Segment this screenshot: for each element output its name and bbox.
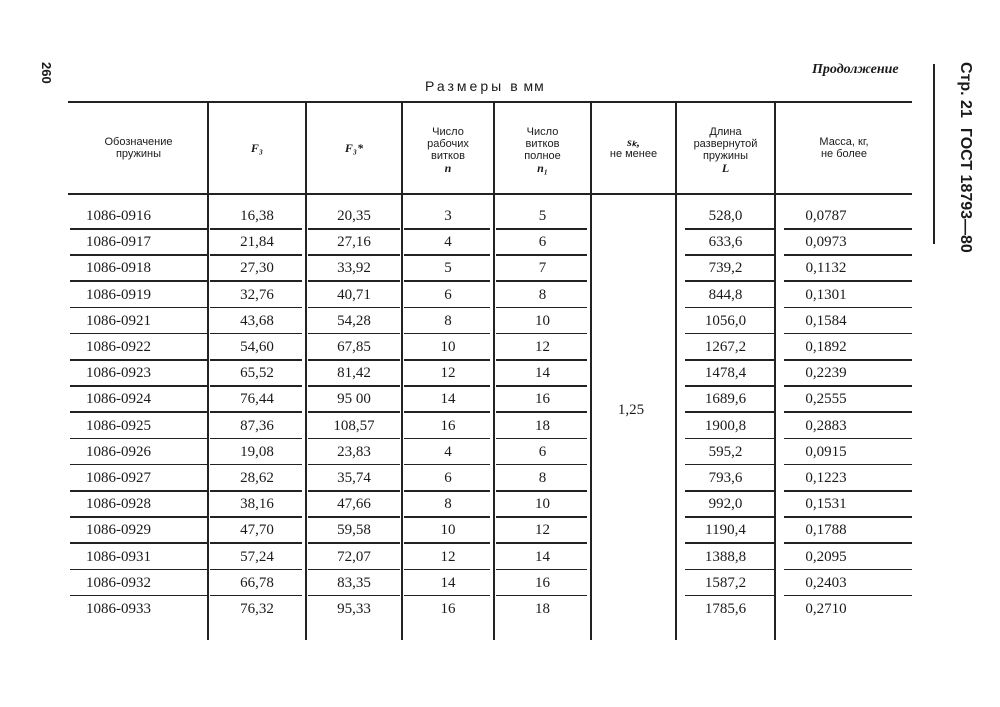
row-rule xyxy=(784,542,912,544)
row-rule xyxy=(210,333,302,335)
cell-designation: 1086-0926 xyxy=(86,443,151,460)
cell-f3: 28,62 xyxy=(240,470,274,486)
row-rule xyxy=(210,280,302,282)
cell-mass: 0,2239 xyxy=(805,365,847,382)
header-sk-symbol: sₖ, xyxy=(627,135,640,149)
cell-n1: 16 xyxy=(535,391,550,408)
row-rule xyxy=(685,516,774,518)
cell-L: 1267,2 xyxy=(704,339,747,355)
caption-text: Размеры xyxy=(425,78,505,94)
cell-designation: 1086-0918 xyxy=(86,260,151,277)
cell-mass: 0,2095 xyxy=(805,548,847,565)
cell-L: 793,6 xyxy=(708,470,743,486)
row-rule xyxy=(70,569,207,571)
cell-f3s: 40,71 xyxy=(337,286,371,303)
cell-f3s: 95,33 xyxy=(337,601,371,617)
row-rule xyxy=(210,542,302,544)
row-rule xyxy=(404,359,490,361)
row-rule xyxy=(784,359,912,361)
cell-n: 8 xyxy=(444,496,452,513)
row-rule xyxy=(784,411,912,413)
table-top-rule xyxy=(68,101,912,103)
cell-f3s: 72,07 xyxy=(337,548,371,565)
header-working-coils-line1: Число xyxy=(432,126,464,138)
row-rule xyxy=(70,595,207,597)
row-rule xyxy=(685,228,774,230)
row-rule xyxy=(308,490,400,492)
cell-mass: 0,1531 xyxy=(805,496,847,513)
row-rule xyxy=(496,490,587,492)
cell-n1: 12 xyxy=(535,339,550,355)
cell-f3: 65,52 xyxy=(240,365,274,382)
cell-n1: 18 xyxy=(535,417,550,434)
cell-f3: 66,78 xyxy=(240,574,274,591)
cell-f3s: 67,85 xyxy=(337,339,371,355)
cell-L: 739,2 xyxy=(708,260,743,277)
row-rule xyxy=(784,516,912,518)
row-rule xyxy=(70,385,207,387)
row-rule xyxy=(210,490,302,492)
header-length-symbol: L xyxy=(721,161,730,175)
row-rule xyxy=(404,254,490,256)
row-rule xyxy=(784,228,912,230)
row-rule xyxy=(404,280,490,282)
cell-f3s: 47,66 xyxy=(337,496,371,513)
row-rule xyxy=(308,333,400,335)
header-total-coils-line3: полное xyxy=(524,150,561,162)
cell-mass: 0,2710 xyxy=(805,601,847,617)
cell-f3s: 95 00 xyxy=(337,391,371,408)
row-rule xyxy=(70,333,207,335)
header-working-coils-symbol: n xyxy=(444,161,452,175)
side-label-page: Стр. 21 xyxy=(957,62,974,118)
cell-designation: 1086-0929 xyxy=(86,522,151,539)
caption-unit: в мм xyxy=(510,78,545,94)
cell-L: 528,0 xyxy=(708,208,743,224)
row-rule xyxy=(685,385,774,387)
row-rule xyxy=(210,516,302,518)
header-length-line3: пружины xyxy=(702,150,749,162)
row-rule xyxy=(70,307,207,309)
header-working-coils xyxy=(403,106,493,194)
header-total-coils-line2: витков xyxy=(525,138,560,150)
row-rule xyxy=(404,569,490,571)
cell-mass: 0,0973 xyxy=(805,234,847,251)
cell-designation: 1086-0932 xyxy=(86,574,151,591)
cell-n: 16 xyxy=(440,417,456,434)
cell-mass: 0,2883 xyxy=(805,417,847,434)
row-rule xyxy=(685,333,774,335)
header-length-line2: развернутой xyxy=(693,138,758,150)
row-rule xyxy=(685,254,774,256)
row-rule xyxy=(70,516,207,518)
row-rule xyxy=(308,595,400,597)
cell-designation: 1086-0931 xyxy=(86,548,151,565)
cell-L: 595,2 xyxy=(708,443,743,460)
row-rule xyxy=(496,385,587,387)
cell-mass: 0,1132 xyxy=(805,260,847,277)
cell-n: 8 xyxy=(444,312,452,329)
cell-designation: 1086-0922 xyxy=(86,339,151,355)
cell-mass: 0,1223 xyxy=(805,470,847,486)
row-rule xyxy=(308,542,400,544)
cell-f3s: 35,74 xyxy=(337,470,371,486)
continuation-label: Продолжение xyxy=(812,62,899,77)
row-rule xyxy=(404,516,490,518)
row-rule xyxy=(210,385,302,387)
row-rule xyxy=(685,464,774,466)
row-rule xyxy=(210,254,302,256)
row-rule xyxy=(404,385,490,387)
row-rule xyxy=(404,438,490,440)
header-f3-star-symbol: F₃* xyxy=(344,141,364,155)
row-rule xyxy=(70,228,207,230)
cell-f3: 32,76 xyxy=(240,286,274,303)
row-rule xyxy=(685,307,774,309)
cell-n1: 14 xyxy=(535,548,550,565)
cell-f3: 19,08 xyxy=(240,443,274,460)
cell-L: 1190,4 xyxy=(705,522,746,539)
cell-f3: 87,36 xyxy=(240,417,274,434)
cell-designation: 1086-0917 xyxy=(86,234,151,251)
row-rule xyxy=(784,464,912,466)
row-rule xyxy=(210,411,302,413)
header-designation-line1: Обозначение xyxy=(104,136,173,148)
cell-n1: 12 xyxy=(535,522,550,539)
row-rule xyxy=(496,438,587,440)
row-rule xyxy=(308,464,400,466)
cell-n: 5 xyxy=(444,260,452,277)
row-rule xyxy=(404,307,490,309)
row-rule xyxy=(210,595,302,597)
row-rule xyxy=(685,359,774,361)
cell-f3: 47,70 xyxy=(240,522,274,539)
cell-n: 14 xyxy=(440,574,456,591)
cell-n1: 18 xyxy=(535,601,550,617)
cell-f3: 43,68 xyxy=(240,312,274,329)
row-rule xyxy=(404,490,490,492)
row-rule xyxy=(685,595,774,597)
cell-designation: 1086-0927 xyxy=(86,470,151,486)
cell-designation: 1086-0928 xyxy=(86,496,151,513)
header-sk-line2: не менее xyxy=(609,148,658,160)
row-rule xyxy=(210,359,302,361)
cell-f3: 57,24 xyxy=(240,548,274,565)
row-rule xyxy=(210,307,302,309)
cell-f3s: 33,92 xyxy=(337,260,371,277)
cell-f3: 38,16 xyxy=(240,496,274,513)
cell-f3s: 27,16 xyxy=(337,234,371,251)
cell-mass: 0,2403 xyxy=(805,574,847,591)
table-caption xyxy=(425,78,545,94)
row-rule xyxy=(685,280,774,282)
cell-mass: 0,0787 xyxy=(805,208,847,224)
cell-n: 6 xyxy=(444,286,452,303)
cell-f3: 27,30 xyxy=(240,260,274,277)
row-rule xyxy=(685,490,774,492)
row-rule xyxy=(308,411,400,413)
side-label-standard: ГОСТ 18793—80 xyxy=(957,127,974,253)
row-rule xyxy=(496,254,587,256)
cell-n1: 8 xyxy=(538,286,547,303)
cell-f3s: 23,83 xyxy=(337,443,371,460)
cell-n: 16 xyxy=(440,601,456,617)
cell-n1: 10 xyxy=(535,312,550,329)
row-rule xyxy=(496,228,587,230)
cell-f3: 16,38 xyxy=(240,208,274,224)
cell-n1: 16 xyxy=(535,574,550,591)
row-rule xyxy=(496,595,587,597)
row-rule xyxy=(308,254,400,256)
row-rule xyxy=(784,307,912,309)
row-rule xyxy=(496,464,587,466)
cell-n: 10 xyxy=(440,522,456,539)
row-rule xyxy=(404,464,490,466)
header-total-coils-line1: Число xyxy=(526,126,559,138)
row-rule xyxy=(404,542,490,544)
row-rule xyxy=(70,280,207,282)
cell-n: 12 xyxy=(440,365,456,382)
header-designation-line2: пружины xyxy=(115,148,162,160)
cell-n1: 8 xyxy=(538,470,547,486)
row-rule xyxy=(784,254,912,256)
header-f3-symbol: F₃ xyxy=(250,141,264,155)
cell-mass: 0,1301 xyxy=(805,286,847,303)
row-rule xyxy=(210,438,302,440)
header-total-coils xyxy=(495,106,590,194)
cell-f3s: 20,35 xyxy=(337,208,371,224)
sk-value: 1,25 xyxy=(617,402,645,418)
row-rule xyxy=(308,359,400,361)
cell-L: 1056,0 xyxy=(704,312,747,329)
row-rule xyxy=(496,569,587,571)
row-rule xyxy=(496,280,587,282)
row-rule xyxy=(70,542,207,544)
header-sk xyxy=(592,104,675,192)
row-rule xyxy=(784,569,912,571)
page-number: 260 xyxy=(39,62,54,84)
cell-n: 12 xyxy=(440,548,456,565)
cell-L: 844,8 xyxy=(708,286,743,303)
cell-designation: 1086-0916 xyxy=(86,208,151,224)
header-working-coils-line3: витков xyxy=(431,150,465,162)
row-rule xyxy=(308,385,400,387)
header-working-coils-line2: рабочих xyxy=(427,138,469,150)
cell-n1: 6 xyxy=(538,443,547,460)
row-rule xyxy=(308,438,400,440)
cell-mass: 0,1584 xyxy=(805,312,847,329)
row-rule xyxy=(496,359,587,361)
row-rule xyxy=(496,307,587,309)
header-length-line1: Длина xyxy=(709,126,742,138)
row-rule xyxy=(404,595,490,597)
row-rule xyxy=(784,280,912,282)
header-f3 xyxy=(209,104,305,192)
cell-f3s: 81,42 xyxy=(337,365,371,382)
cell-designation: 1086-0925 xyxy=(86,417,151,434)
row-rule xyxy=(70,438,207,440)
cell-f3s: 54,28 xyxy=(337,312,371,329)
cell-n1: 5 xyxy=(538,208,547,224)
cell-mass: 0,2555 xyxy=(805,391,847,408)
cell-L: 1900,8 xyxy=(704,417,747,434)
row-rule xyxy=(496,542,587,544)
cell-n: 10 xyxy=(440,339,456,355)
cell-L: 1478,4 xyxy=(704,365,747,382)
cell-L: 992,0 xyxy=(708,496,743,513)
side-label xyxy=(956,62,974,253)
row-rule xyxy=(784,490,912,492)
cell-L: 1388,8 xyxy=(704,548,747,565)
row-rule xyxy=(404,333,490,335)
cell-n1: 6 xyxy=(538,234,547,251)
row-rule xyxy=(70,490,207,492)
row-rule xyxy=(784,385,912,387)
row-rule xyxy=(685,438,774,440)
cell-L: 633,6 xyxy=(708,234,743,251)
side-rule xyxy=(933,64,935,244)
row-rule xyxy=(496,411,587,413)
row-rule xyxy=(404,228,490,230)
row-rule xyxy=(210,228,302,230)
row-rule xyxy=(70,411,207,413)
cell-designation: 1086-0924 xyxy=(86,391,151,408)
cell-n1: 7 xyxy=(538,260,547,277)
header-designation xyxy=(70,104,207,192)
header-developed-length xyxy=(677,106,774,194)
cell-L: 1689,6 xyxy=(704,391,747,408)
cell-n1: 14 xyxy=(535,365,550,382)
cell-mass: 0,1788 xyxy=(805,522,847,539)
cell-f3s: 83,35 xyxy=(337,574,371,591)
header-mass-line2: не более xyxy=(820,148,868,160)
header-mass xyxy=(776,104,912,192)
cell-n: 6 xyxy=(444,470,452,486)
cell-L: 1785,6 xyxy=(704,601,747,617)
row-rule xyxy=(70,359,207,361)
row-rule xyxy=(70,254,207,256)
row-rule xyxy=(685,411,774,413)
row-rule xyxy=(308,307,400,309)
cell-n: 4 xyxy=(444,234,452,251)
row-rule xyxy=(210,464,302,466)
cell-n: 4 xyxy=(444,443,452,460)
cell-f3: 76,44 xyxy=(240,391,274,408)
row-rule xyxy=(784,333,912,335)
cell-n: 14 xyxy=(440,391,456,408)
row-rule xyxy=(308,516,400,518)
cell-designation: 1086-0921 xyxy=(86,312,151,329)
header-mass-line1: Масса, кг, xyxy=(819,136,869,148)
cell-f3: 76,32 xyxy=(240,601,274,617)
row-rule xyxy=(404,411,490,413)
cell-f3s: 108,57 xyxy=(333,417,375,434)
row-rule xyxy=(496,333,587,335)
row-rule xyxy=(685,542,774,544)
cell-f3s: 59,58 xyxy=(337,522,371,539)
row-rule xyxy=(685,569,774,571)
row-rule xyxy=(496,516,587,518)
cell-designation: 1086-0923 xyxy=(86,365,151,382)
row-rule xyxy=(210,569,302,571)
cell-designation: 1086-0933 xyxy=(86,601,151,617)
header-total-coils-symbol: n₁ xyxy=(537,161,548,175)
cell-L: 1587,2 xyxy=(704,574,747,591)
row-rule xyxy=(308,569,400,571)
row-rule xyxy=(70,464,207,466)
row-rule xyxy=(308,228,400,230)
cell-mass: 0,1892 xyxy=(805,339,847,355)
row-rule xyxy=(784,438,912,440)
cell-n: 3 xyxy=(444,208,452,224)
row-rule xyxy=(308,280,400,282)
cell-mass: 0,0915 xyxy=(805,443,847,460)
header-f3-star xyxy=(307,104,401,192)
cell-f3: 54,60 xyxy=(240,339,274,355)
cell-designation: 1086-0919 xyxy=(86,286,151,303)
cell-f3: 21,84 xyxy=(240,234,274,251)
cell-n1: 10 xyxy=(535,496,550,513)
row-rule xyxy=(784,595,912,597)
